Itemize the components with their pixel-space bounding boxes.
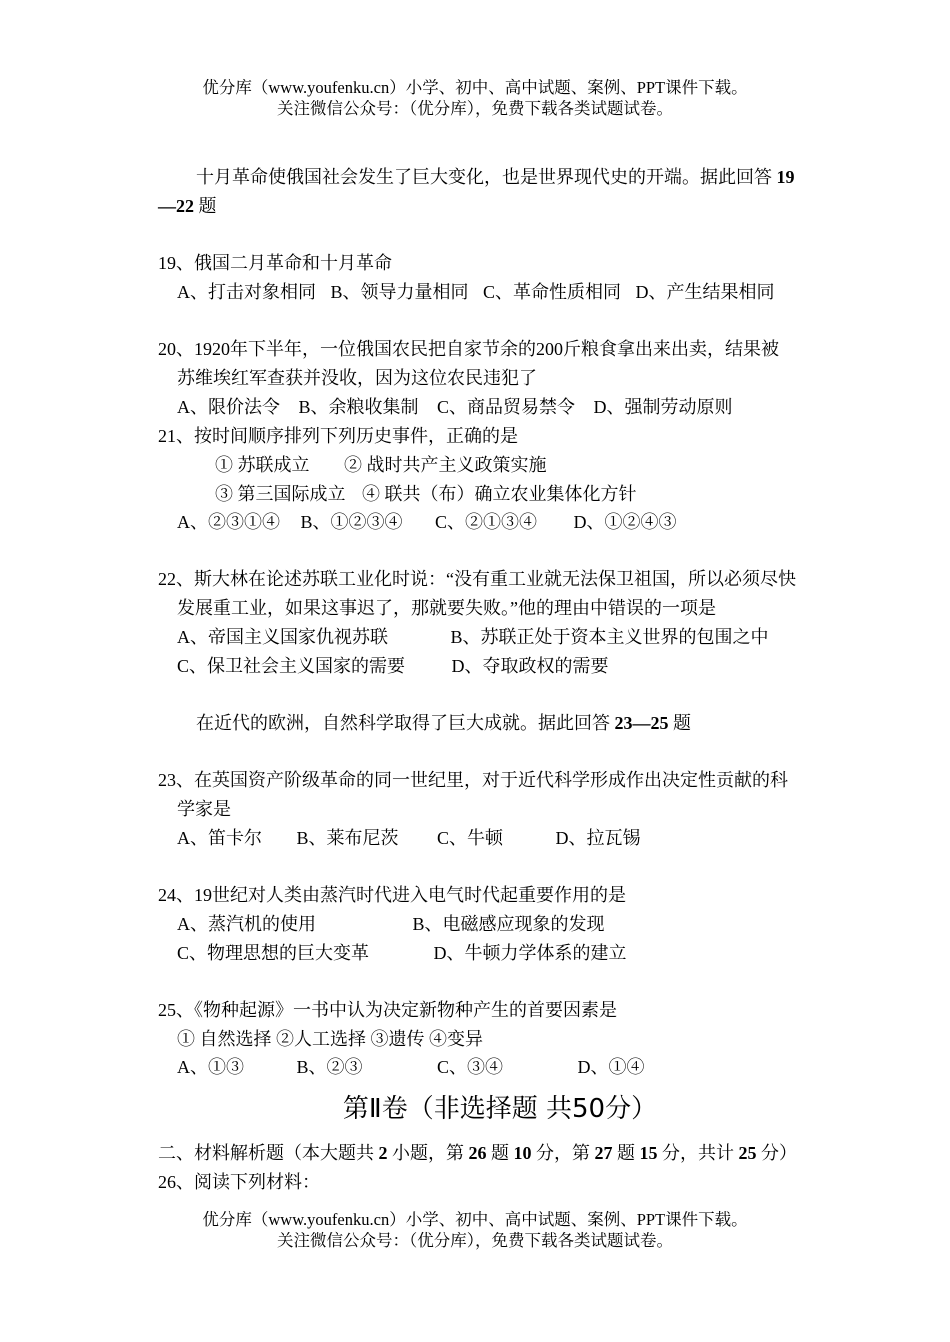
sub-n-questions: 2 — [378, 1143, 388, 1163]
intro-text: 十月革命使俄国社会发生了巨大变化，也是世界现代史的开端。据此回答 — [196, 167, 777, 187]
intro-paragraph-1-cont — [158, 194, 217, 218]
q24-option-d[interactable]: D、牛顿力学体系的建立 — [433, 943, 627, 963]
sub-total: 25 — [738, 1143, 757, 1163]
q25-items: ① 自然选择 ②人工选择 ③遗传 ④变异 — [177, 1029, 483, 1049]
q19-option-b[interactable]: B、领导力量相同 — [330, 282, 469, 302]
sub-prefix: 二、材料解析题（本大题共 — [158, 1143, 379, 1163]
q23-stem-line-1: 23、在英国资产阶级革命的同一世纪里，对于近代科学形成作出决定性贡献的科 — [158, 770, 788, 790]
sub-q26-score: 10 — [513, 1143, 532, 1163]
q23-options — [177, 826, 641, 850]
q22-stem-line-2: 发展重工业，如果这事迟了，那就要失败。”他的理由中错误的一项是 — [177, 598, 716, 618]
q19-options — [177, 280, 775, 304]
q21-option-b[interactable]: B、①②③④ — [300, 512, 403, 532]
q24-option-a[interactable]: A、蒸汽机的使用 — [177, 914, 316, 934]
q20-options — [177, 395, 733, 419]
q19-option-c[interactable]: C、革命性质相同 — [483, 282, 622, 302]
q24-stem: 24、19世纪对人类由蒸汽时代进入电气时代起重要作用的是 — [158, 885, 626, 905]
q21-item-2: ② 战时共产主义政策实施 — [344, 455, 547, 475]
intro-suffix: 题 — [194, 196, 217, 216]
intro2-range: 23—25 — [614, 713, 669, 733]
intro-range-end: —22 — [158, 196, 194, 216]
q22-option-c[interactable]: C、保卫社会主义国家的需要 — [177, 656, 406, 676]
q23-option-d[interactable]: D、拉瓦锡 — [555, 828, 641, 848]
intro-range-start: 19 — [776, 167, 795, 187]
q21-items-row-1 — [215, 453, 547, 477]
q21-option-a[interactable]: A、②③①④ — [177, 512, 280, 532]
q21-items-row-2 — [215, 482, 637, 506]
q21-option-c[interactable]: C、②①③④ — [435, 512, 538, 532]
q19-option-a[interactable]: A、打击对象相同 — [177, 282, 316, 302]
q22-option-b[interactable]: B、苏联正处于资本主义世界的包围之中 — [450, 627, 769, 647]
q22-option-a[interactable]: A、帝国主义国家仇视苏联 — [177, 627, 388, 647]
q21-item-3: ③ 第三国际成立 — [215, 484, 346, 504]
q24-option-b[interactable]: B、电磁感应现象的发现 — [412, 914, 605, 934]
q19-stem: 19、俄国二月革命和十月革命 — [158, 253, 392, 273]
intro2-suffix: 题 — [668, 713, 691, 733]
q25-option-b[interactable]: B、②③ — [296, 1057, 363, 1077]
q25-stem: 25、《物种起源》一书中认为决定新物种产生的首要因素是 — [158, 1000, 617, 1020]
q21-options — [177, 510, 677, 534]
q25-options — [177, 1055, 645, 1079]
sub-mid-3: 分，第 — [531, 1143, 595, 1163]
q20-option-b[interactable]: B、余粮收集制 — [298, 397, 419, 417]
sub-mid-1: 小题，第 — [387, 1143, 469, 1163]
q25-option-c[interactable]: C、③④ — [437, 1057, 504, 1077]
section-2-subtitle — [158, 1141, 797, 1165]
q20-stem-line-2: 苏维埃红军查获并没收，因为这位农民违犯了 — [177, 368, 537, 388]
q22-stem-line-1: 22、斯大林在论述苏联工业化时说：“没有重工业就无法保卫祖国，所以必须尽快 — [158, 569, 796, 589]
sub-q27: 27 — [594, 1143, 613, 1163]
q24-options-row-1 — [177, 912, 605, 936]
sub-q27-score: 15 — [639, 1143, 658, 1163]
q23-option-b[interactable]: B、莱布尼茨 — [296, 828, 399, 848]
q22-options-row-1 — [177, 625, 769, 649]
sub-end: 分） — [756, 1143, 797, 1163]
q25-option-a[interactable]: A、①③ — [177, 1057, 244, 1077]
q22-options-row-2 — [177, 654, 609, 678]
sub-q26: 26 — [468, 1143, 487, 1163]
q23-stem-line-2: 学家是 — [177, 799, 231, 819]
intro-paragraph-1 — [196, 165, 795, 189]
q21-option-d[interactable]: D、①②④③ — [573, 512, 677, 532]
q22-option-d[interactable]: D、夺取政权的需要 — [451, 656, 609, 676]
q26-stem: 26、阅读下列材料： — [158, 1172, 320, 1192]
intro2-text: 在近代的欧洲，自然科学取得了巨大成就。据此回答 — [196, 713, 615, 733]
header-line-1: 优分库（www.youfenku.cn）小学、初中、高中试题、案例、PPT课件下载。 — [202, 78, 748, 97]
intro-paragraph-2 — [196, 711, 691, 735]
q21-item-1: ① 苏联成立 — [215, 455, 310, 475]
q24-options-row-2 — [177, 941, 627, 965]
q24-option-c[interactable]: C、物理思想的巨大变革 — [177, 943, 370, 963]
sub-mid-2: 题 — [486, 1143, 514, 1163]
q20-stem-line-1: 20、1920年下半年，一位俄国农民把自家节余的200斤粮食拿出来出卖，结果被 — [158, 339, 779, 359]
q21-stem: 21、按时间顺序排列下列历史事件，正确的是 — [158, 426, 518, 446]
q21-item-4: ④ 联共（布）确立农业集体化方针 — [362, 484, 637, 504]
sub-mid-5: 分，共计 — [657, 1143, 739, 1163]
q20-option-d[interactable]: D、强制劳动原则 — [593, 397, 733, 417]
q25-option-d[interactable]: D、①④ — [577, 1057, 645, 1077]
q23-option-c[interactable]: C、牛顿 — [437, 828, 504, 848]
footer-line-2: 关注微信公众号：（优分库），免费下载各类试题试卷。 — [277, 1231, 673, 1250]
q20-option-a[interactable]: A、限价法令 — [177, 397, 280, 417]
header-line-2: 关注微信公众号：（优分库），免费下载各类试题试卷。 — [277, 99, 673, 118]
q20-option-c[interactable]: C、商品贸易禁令 — [437, 397, 576, 417]
section-2-title: 第Ⅱ卷（非选择题 共50分） — [342, 1094, 658, 1124]
footer-line-1: 优分库（www.youfenku.cn）小学、初中、高中试题、案例、PPT课件下载。 — [202, 1210, 748, 1229]
q19-option-d[interactable]: D、产生结果相同 — [635, 282, 775, 302]
sub-mid-4: 题 — [612, 1143, 640, 1163]
q23-option-a[interactable]: A、笛卡尔 — [177, 828, 262, 848]
